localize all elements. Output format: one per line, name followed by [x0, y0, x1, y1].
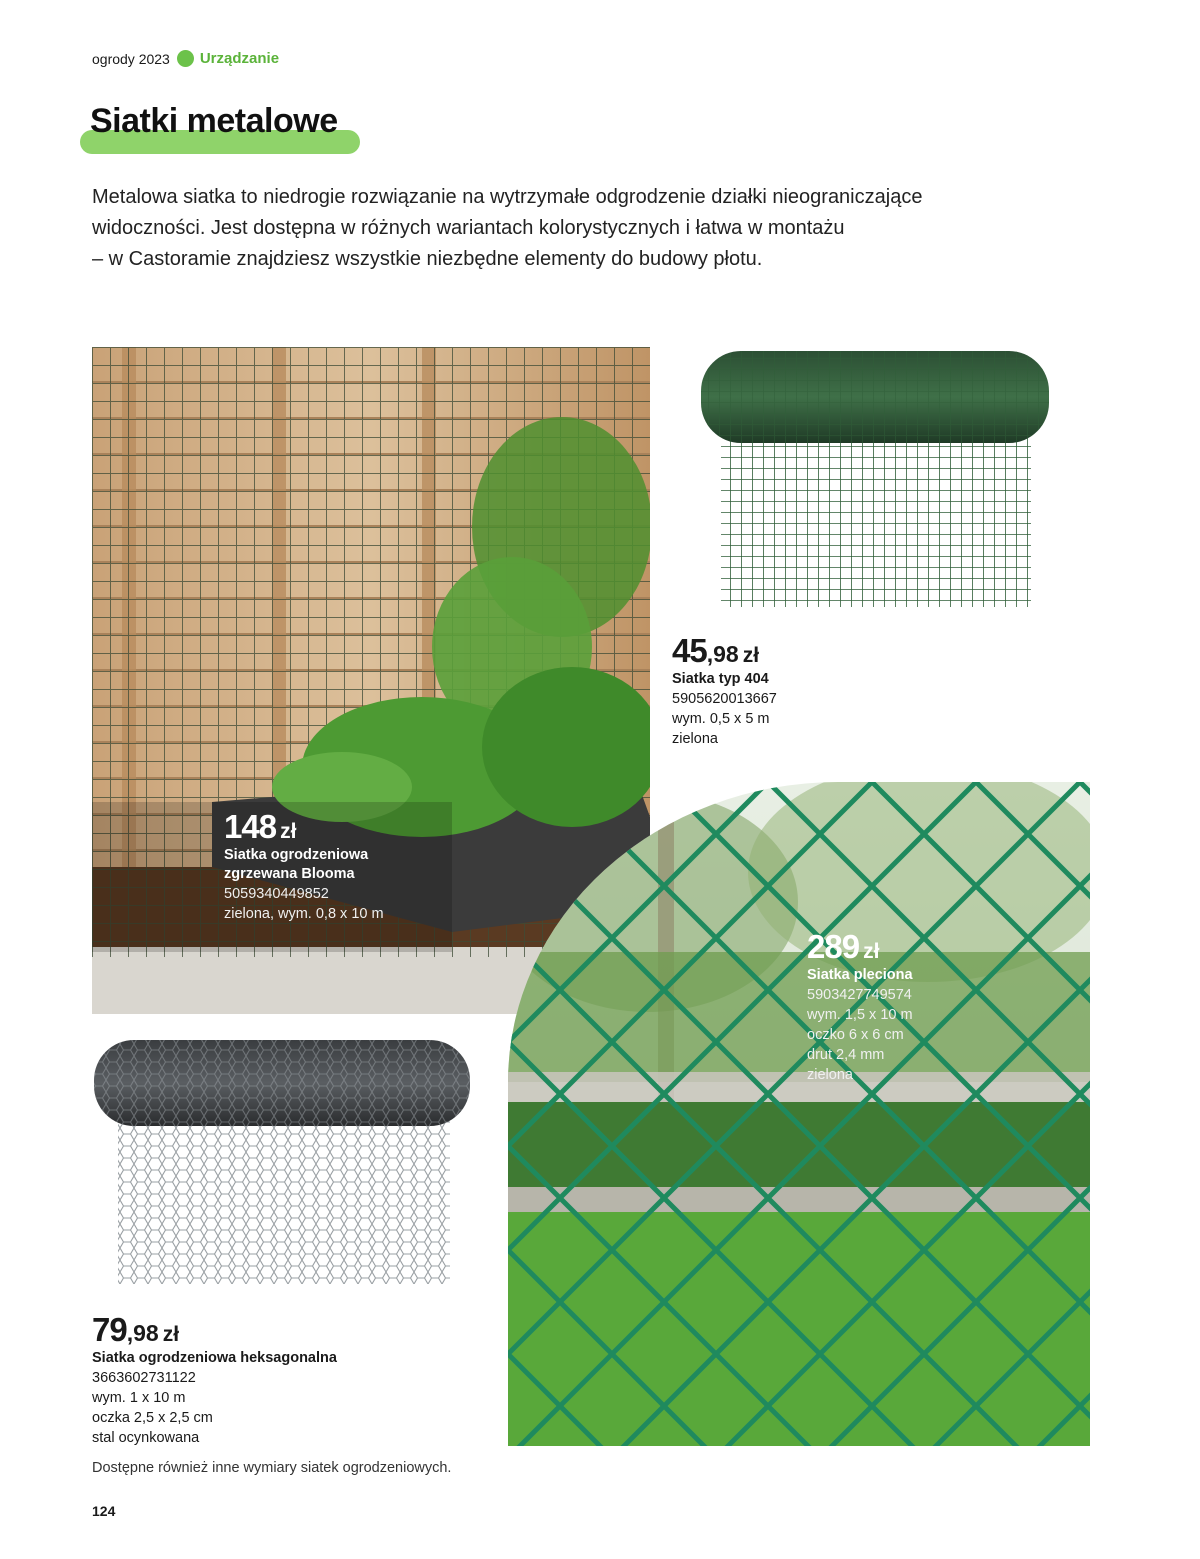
- price-decimal: ,98: [706, 641, 739, 667]
- product-detail: drut 2,4 mm: [807, 1047, 885, 1063]
- intro-line: – w Castoramie znajdziesz wszystkie niezbędne elementy do budowy płotu.: [92, 248, 763, 270]
- product-detail: wym. 0,5 x 5 m: [672, 711, 770, 727]
- product-ean: 5903427749574: [807, 987, 912, 1003]
- title-block: [80, 102, 338, 141]
- price-currency: zł: [162, 1323, 180, 1346]
- price-integer: 79: [92, 1311, 127, 1348]
- product-detail: zielona, wym. 0,8 x 10 m: [224, 906, 384, 922]
- product-name: Siatka ogrodzeniowa: [224, 847, 369, 863]
- product-ean: 3663602731122: [92, 1370, 196, 1386]
- green-mesh-roll-photo: [697, 347, 1053, 612]
- section-label: Urządzanie: [199, 50, 280, 67]
- product-detail: oczko 6 x 6 cm: [807, 1027, 904, 1043]
- product-name: Siatka pleciona: [807, 967, 913, 983]
- intro-text: [92, 182, 1072, 275]
- product-card-chain-link: [807, 928, 913, 1085]
- page-number: 124: [92, 1503, 116, 1519]
- catalog-label: ogrody 2023: [92, 50, 170, 67]
- product-name: Siatka typ 404: [672, 671, 769, 687]
- intro-line: Metalowa siatka to niedrogie rozwiązanie na wytrzymałe odgrodzenie działki nieograniczające: [92, 186, 923, 208]
- price-decimal: ,98: [126, 1320, 159, 1346]
- product-detail: stal ocynkowana: [92, 1430, 200, 1446]
- product-detail: wym. 1 x 10 m: [92, 1390, 186, 1406]
- product-card-mesh-404: [672, 632, 777, 749]
- page-header: [92, 50, 279, 67]
- product-price: [224, 808, 384, 846]
- price-integer: 45: [672, 632, 707, 669]
- availability-note: Dostępne również inne wymiary siatek ogrodzeniowych.: [92, 1460, 452, 1476]
- price-currency: zł: [742, 644, 760, 667]
- section-dot-icon: [177, 50, 194, 67]
- price-integer: 289: [807, 928, 860, 965]
- product-price: [92, 1311, 337, 1349]
- product-price: [672, 632, 777, 670]
- price-currency: zł: [863, 940, 880, 963]
- product-detail: zielona: [672, 731, 718, 747]
- product-detail: oczka 2,5 x 2,5 cm: [92, 1410, 213, 1426]
- page-title: Siatki metalowe: [90, 102, 338, 140]
- product-name: Siatka ogrodzeniowa heksagonalna: [92, 1350, 337, 1366]
- product-ean: 5059340449852: [224, 886, 329, 902]
- product-detail: zielona: [807, 1067, 853, 1083]
- intro-line: widoczności. Jest dostępna w różnych wariantach kolorystycznych i łatwa w montażu: [92, 217, 845, 239]
- product-price: [807, 928, 913, 966]
- product-detail: wym. 1,5 x 10 m: [807, 1007, 913, 1023]
- product-name: zgrzewana Blooma: [224, 866, 355, 882]
- price-currency: zł: [280, 820, 297, 843]
- product-card-welded-mesh: [224, 808, 384, 924]
- hex-mesh-roll-photo: [92, 1038, 472, 1288]
- price-integer: 148: [224, 808, 277, 845]
- chain-link-fence-photo: [508, 782, 1090, 1446]
- product-ean: 5905620013667: [672, 691, 777, 707]
- product-card-hex-mesh: [92, 1311, 337, 1448]
